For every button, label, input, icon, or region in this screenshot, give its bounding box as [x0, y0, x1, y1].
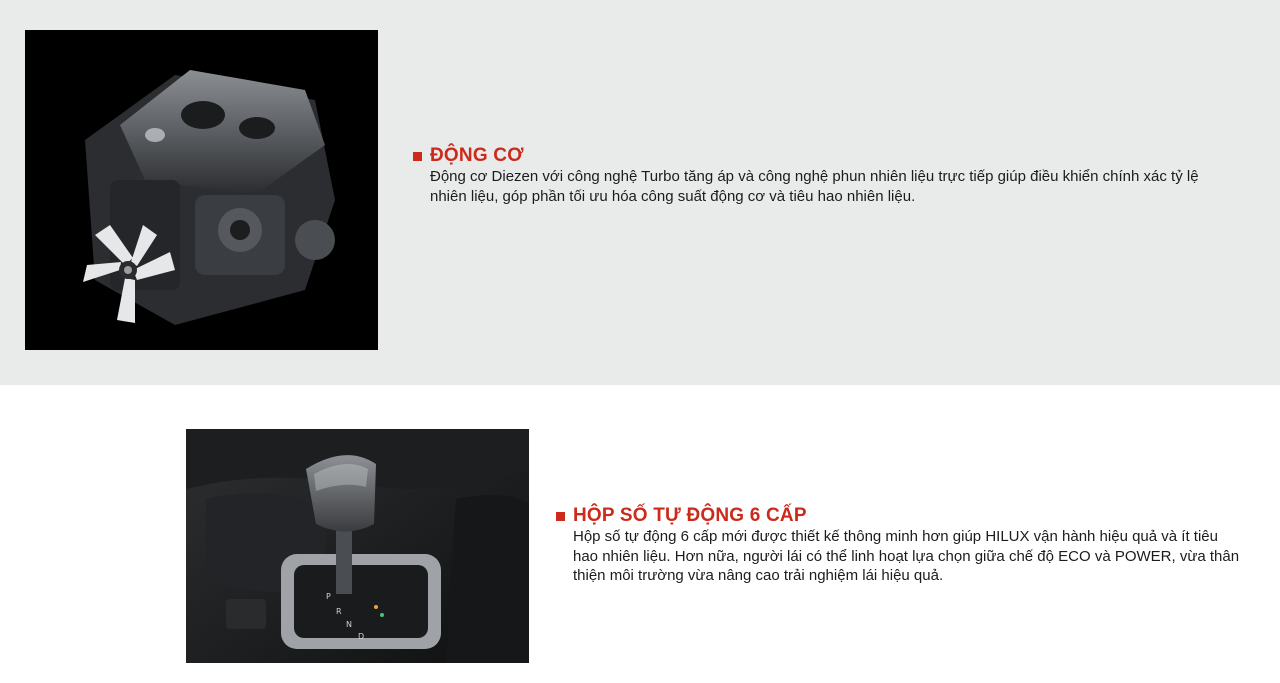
svg-text:P: P: [326, 592, 331, 601]
square-bullet-icon: [413, 152, 422, 161]
transmission-title-row: [556, 505, 1246, 527]
engine-description: Động cơ Diezen với công nghệ Turbo tăng áp và công nghệ phun nhiên liệu trực tiếp giúp điều khiển chính xác tỷ lệ nhiên liệu, góp phần tối ưu hóa công suất động cơ và tiêu hao nhiên liệu.: [430, 168, 1199, 205]
engine-image: [25, 30, 378, 350]
transmission-title: HỘP SỐ TỰ ĐỘNG 6 CẤP: [573, 505, 807, 526]
svg-text:D: D: [358, 632, 365, 641]
svg-text:N: N: [346, 620, 352, 629]
engine-illustration: [25, 30, 378, 350]
engine-feature: [413, 145, 1223, 206]
transmission-feature: [556, 505, 1246, 586]
square-bullet-icon: [556, 512, 565, 521]
engine-title: ĐỘNG CƠ: [430, 145, 524, 166]
gear-shifter-illustration: [186, 429, 529, 663]
transmission-description: Hộp số tự động 6 cấp mới được thiết kế thông minh hơn giúp HILUX vận hành hiệu quả và ít tiêu hao nhiên liệu. Hơn nữa, người lái có thể linh hoạt lựa chọn giữa chế độ ECO và POWER, vừa thân thiện môi trường vừa nâng cao trải nghiệm lái hiệu quả.: [573, 528, 1240, 584]
gear-shifter-image: [186, 429, 529, 663]
svg-text:R: R: [336, 607, 342, 616]
engine-title-row: [413, 145, 1223, 167]
